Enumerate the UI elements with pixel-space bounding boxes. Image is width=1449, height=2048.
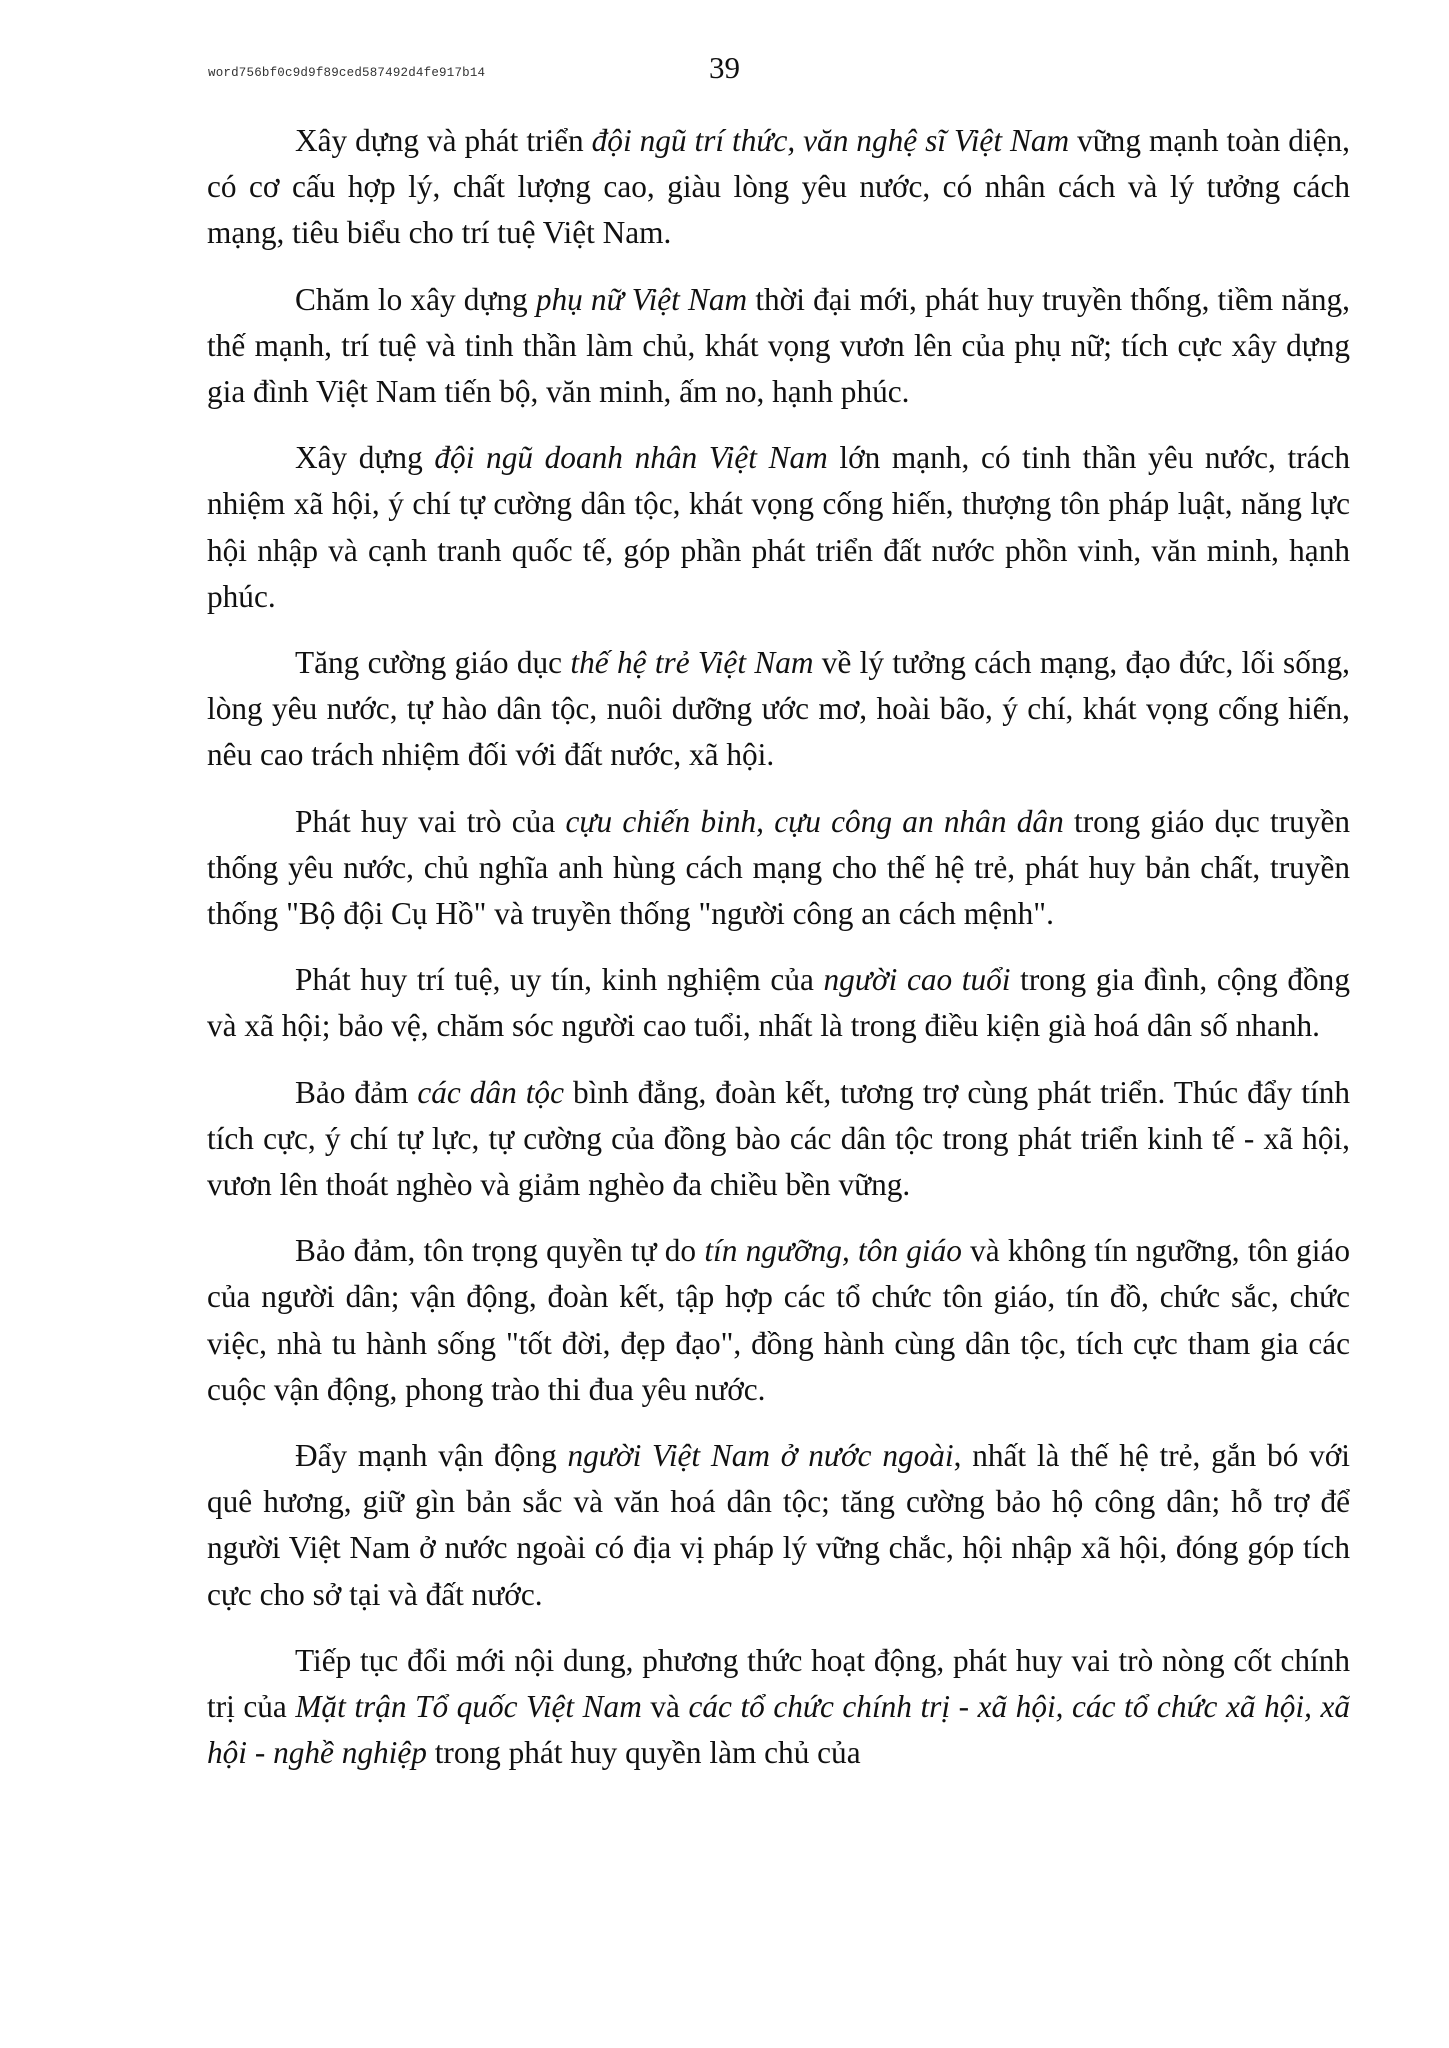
paragraph-fatherland-front	[207, 1638, 1350, 1777]
text-run: bình đẳng, đoàn kết, tương trợ cùng phát triển. Thúc đẩy tính tích cực, ý chí tự lực, tự cường của đồng bào các dân tộc trong phát triển kinh tế - xã hội, vươn lên thoát nghèo và giảm nghèo đa chiều bền vững.	[207, 1074, 1350, 1203]
text-run: về lý tưởng cách mạng, đạo đức, lối sống, lòng yêu nước, tự hào dân tộc, nuôi dưỡng ước mơ, hoài bão, ý chí, khát vọng cống hiến, nêu cao trách nhiệm đối với đất nước, xã hội.	[207, 645, 1350, 773]
paragraph-entrepreneurs	[207, 435, 1350, 620]
text-run: Chăm lo xây dựng	[295, 281, 536, 317]
text-run: Phát huy trí tuệ, uy tín, kinh nghiệm của	[295, 962, 824, 998]
emphasis-run: người Việt Nam ở nước ngoài	[567, 1438, 954, 1474]
emphasis-run: phụ nữ Việt Nam	[535, 281, 748, 317]
text-run: , nhất là thế hệ trẻ, gắn bó với quê hương, giữ gìn bản sắc và văn hoá dân tộc; tăng cường bảo hộ công dân; hỗ trợ để người Việt Nam ở nước ngoài có địa vị pháp lý vững chắc, hội nhập xã hội, đóng góp tích cực cho sở tại và đất nước.	[207, 1438, 1350, 1612]
text-run: Tiếp tục đổi mới nội dung, phương thức hoạt động, phát huy vai trò nòng cốt chính trị của	[207, 1642, 1350, 1725]
paragraph-overseas-vietnamese	[207, 1433, 1350, 1618]
emphasis-run: các dân tộc	[417, 1074, 564, 1110]
text-run: Phát huy vai trò của	[295, 803, 566, 839]
text-run: Đẩy mạnh vận động	[295, 1438, 568, 1474]
emphasis-run: đội ngũ trí thức, văn nghệ sĩ Việt Nam	[591, 123, 1070, 158]
paragraph-women	[207, 277, 1350, 416]
emphasis-run: Mặt trận Tổ quốc Việt Nam	[295, 1689, 642, 1725]
emphasis-run: thế hệ trẻ Việt Nam	[570, 645, 814, 681]
emphasis-run: tín ngưỡng, tôn giáo	[704, 1233, 962, 1269]
text-run: trong giáo dục truyền thống yêu nước, chủ nghĩa anh hùng cách mạng cho thế hệ trẻ, phát huy bản chất, truyền thống "Bộ đội Cụ Hồ" và truyền thống "người công an cách mệnh".	[207, 803, 1351, 932]
text-run: Tăng cường giáo dục	[295, 645, 571, 681]
paragraph-ethnic-groups	[207, 1070, 1350, 1209]
document-body	[207, 118, 1350, 1797]
text-run: trong gia đình, cộng đồng và xã hội; bảo vệ, chăm sóc người cao tuổi, nhất là trong điều kiện già hoá dân số nhanh.	[207, 962, 1350, 1044]
paragraph-intellectuals-artists	[207, 118, 1350, 257]
text-run: thời đại mới, phát huy truyền thống, tiềm năng, thế mạnh, trí tuệ và tinh thần làm chủ, khát vọng vươn lên của phụ nữ; tích cực xây dựng gia đình Việt Nam tiến bộ, văn minh, ấm no, hạnh phúc.	[207, 281, 1350, 410]
document-id: word756bf0c9d9f89ced587492d4fe917b14	[208, 66, 486, 80]
emphasis-run: người cao tuổi	[823, 962, 1011, 998]
text-run: Bảo đảm	[295, 1074, 418, 1110]
text-run: Bảo đảm, tôn trọng quyền tự do	[295, 1233, 705, 1269]
emphasis-run: cựu chiến binh, cựu công an nhân dân	[565, 803, 1064, 839]
paragraph-youth	[207, 640, 1350, 779]
text-run: và không tín ngưỡng, tôn giáo của người dân; vận động, đoàn kết, tập hợp các tổ chức tôn giáo, tín đồ, chức sắc, chức việc, nhà tu hành sống "tốt đời, đẹp đạo", đồng hành cùng dân tộc, tích cực tham gia các cuộc vận động, phong trào thi đua yêu nước.	[207, 1233, 1350, 1407]
page-number: 39	[709, 50, 740, 85]
paragraph-religion	[207, 1228, 1350, 1413]
text-run: trong phát huy quyền làm chủ của	[426, 1735, 861, 1771]
emphasis-run: đội ngũ doanh nhân Việt Nam	[434, 440, 828, 476]
text-run: Xây dựng	[295, 440, 435, 476]
text-run: lớn mạnh, có tinh thần yêu nước, trách nhiệm xã hội, ý chí tự cường dân tộc, khát vọng cống hiến, thượng tôn pháp luật, năng lực hội nhập và cạnh tranh quốc tế, góp phần phát triển đất nước phồn vinh, văn minh, hạnh phúc.	[207, 440, 1350, 614]
text-run: và	[641, 1689, 689, 1725]
paragraph-elderly	[207, 957, 1350, 1049]
text-run: vững mạnh toàn diện, có cơ cấu hợp lý, chất lượng cao, giàu lòng yêu nước, có nhân cách và lý tưởng cách mạng, tiêu biểu cho trí tuệ Việt Nam.	[207, 123, 1350, 251]
text-run: Xây dựng và phát triển	[295, 123, 592, 158]
paragraph-veterans	[207, 799, 1350, 938]
emphasis-run: các tổ chức chính trị - xã hội, các tổ chức xã hội, xã hội - nghề nghiệp	[207, 1689, 1350, 1771]
